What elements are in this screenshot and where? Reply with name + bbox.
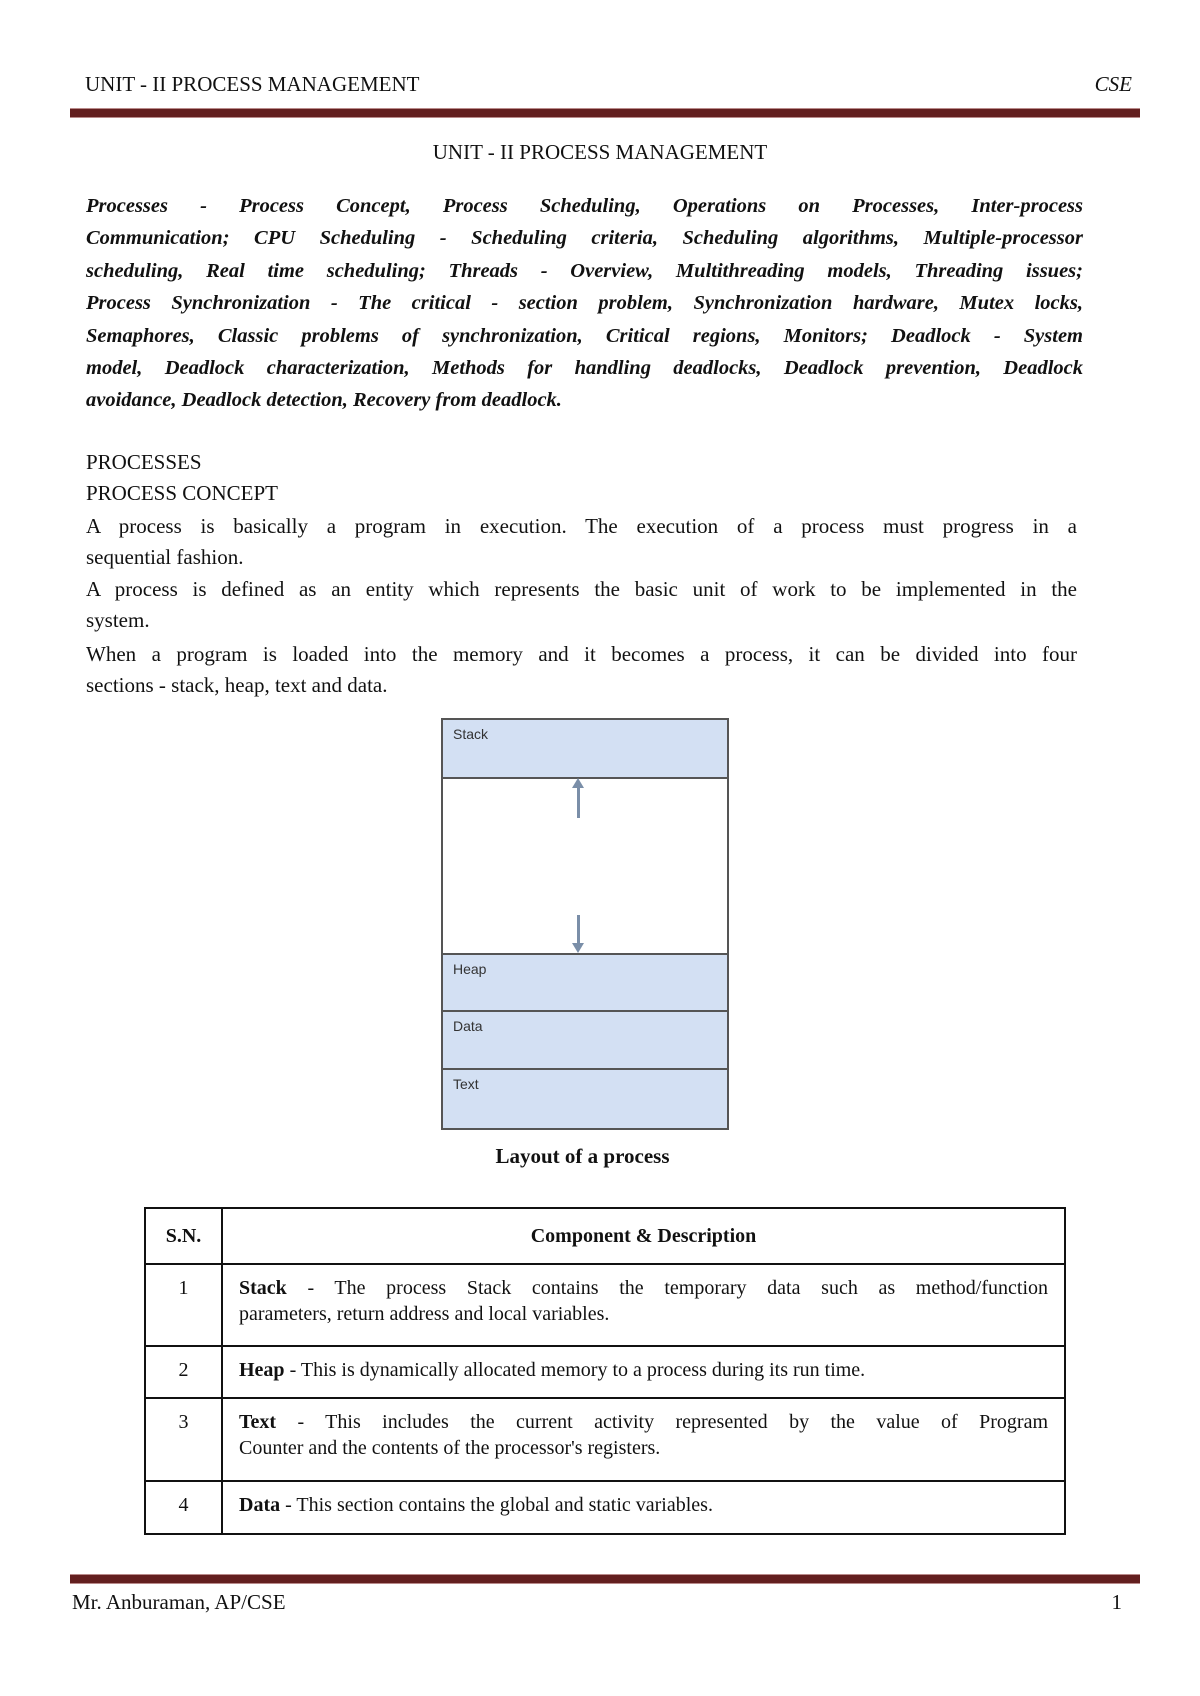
page-title: UNIT - II PROCESS MANAGEMENT — [432, 140, 768, 164]
data-segment: Data — [443, 1012, 727, 1070]
table-row — [145, 1481, 1065, 1534]
process-layout-diagram — [441, 718, 729, 1130]
row-number: 2 — [145, 1346, 222, 1398]
description-text: - This includes the current activity represented by the value of Program — [276, 1411, 1048, 1433]
syllabus-line: model, Deadlock characterization, Methods for handling deadlocks, Deadlock prevention, Deadlock — [86, 356, 1083, 379]
figure-caption: Layout of a process — [495, 1144, 670, 1168]
syllabus-line: Process Synchronization - The critical - section problem, Synchronization hardware, Mutex locks, — [86, 292, 1083, 315]
description-text: - This section contains the global and static variables. — [280, 1494, 713, 1516]
paragraph — [86, 639, 1077, 701]
footer-rule — [70, 1574, 1140, 1584]
paragraph-line: sections - stack, heap, text and data. — [86, 673, 388, 697]
row-description — [222, 1481, 1065, 1534]
table-row — [145, 1346, 1065, 1398]
component-name: Text — [239, 1411, 277, 1433]
header-component: Component & Description — [222, 1208, 1065, 1264]
header-rule — [70, 108, 1140, 118]
arrow-down-head-icon — [572, 943, 584, 953]
paragraph-line: A process is defined as an entity which represents the basic unit of work to be implemented in the — [86, 577, 1077, 601]
table-row — [145, 1264, 1065, 1346]
paragraph-line: A process is basically a program in execution. The execution of a process must progress in a — [86, 514, 1077, 538]
heap-segment: Heap — [443, 953, 727, 1012]
section-heading: PROCESSES — [86, 450, 202, 474]
table-row — [145, 1398, 1065, 1481]
syllabus-line: Communication; CPU Scheduling - Scheduling criteria, Scheduling algorithms, Multiple-processor — [86, 227, 1083, 250]
arrow-up-head-icon — [572, 778, 584, 788]
page-number: 1 — [1111, 1590, 1122, 1614]
component-name: Heap — [239, 1359, 285, 1381]
syllabus-line: Semaphores, Classic problems of synchronization, Critical regions, Monitors; Deadlock - System — [86, 324, 1083, 347]
row-number: 1 — [145, 1264, 222, 1346]
components-table — [144, 1207, 1066, 1535]
description-text: parameters, return address and local variables. — [239, 1303, 610, 1325]
paragraph-line: sequential fashion. — [86, 545, 244, 569]
row-description — [222, 1398, 1065, 1481]
row-number: 3 — [145, 1398, 222, 1481]
description-text: - The process Stack contains the temporary data such as method/function — [286, 1277, 1048, 1299]
paragraph-line: When a program is loaded into the memory and it becomes a process, it can be divided into four — [86, 642, 1077, 666]
stack-segment: Stack — [443, 720, 727, 779]
text-segment: Text — [443, 1070, 727, 1128]
description-text: - This is dynamically allocated memory to a process during its run time. — [284, 1359, 866, 1381]
header-title: UNIT - II PROCESS MANAGEMENT — [85, 72, 420, 96]
paragraph — [86, 574, 1077, 636]
syllabus-line: avoidance, Deadlock detection, Recovery from deadlock. — [86, 389, 562, 412]
subsection-heading: PROCESS CONCEPT — [86, 481, 278, 505]
component-name: Stack — [239, 1277, 287, 1299]
syllabus-line: scheduling, Real time scheduling; Threads - Overview, Multithreading models, Threading issues; — [86, 259, 1083, 282]
paragraph-line: system. — [86, 608, 150, 632]
row-description — [222, 1346, 1065, 1398]
arrow-down-icon — [577, 915, 580, 945]
paragraph — [86, 511, 1077, 573]
description-text: Counter and the contents of the processor's registers. — [239, 1437, 661, 1459]
header-dept: CSE — [1094, 72, 1132, 96]
component-name: Data — [239, 1494, 281, 1516]
row-description — [222, 1264, 1065, 1346]
row-number: 4 — [145, 1481, 222, 1534]
header-sn: S.N. — [145, 1208, 222, 1264]
footer-author: Mr. Anburaman, AP/CSE — [72, 1590, 286, 1614]
syllabus-line: Processes - Process Concept, Process Scheduling, Operations on Processes, Inter-process — [86, 195, 1083, 217]
table-header-row — [145, 1208, 1065, 1264]
syllabus-paragraph — [86, 190, 1083, 417]
